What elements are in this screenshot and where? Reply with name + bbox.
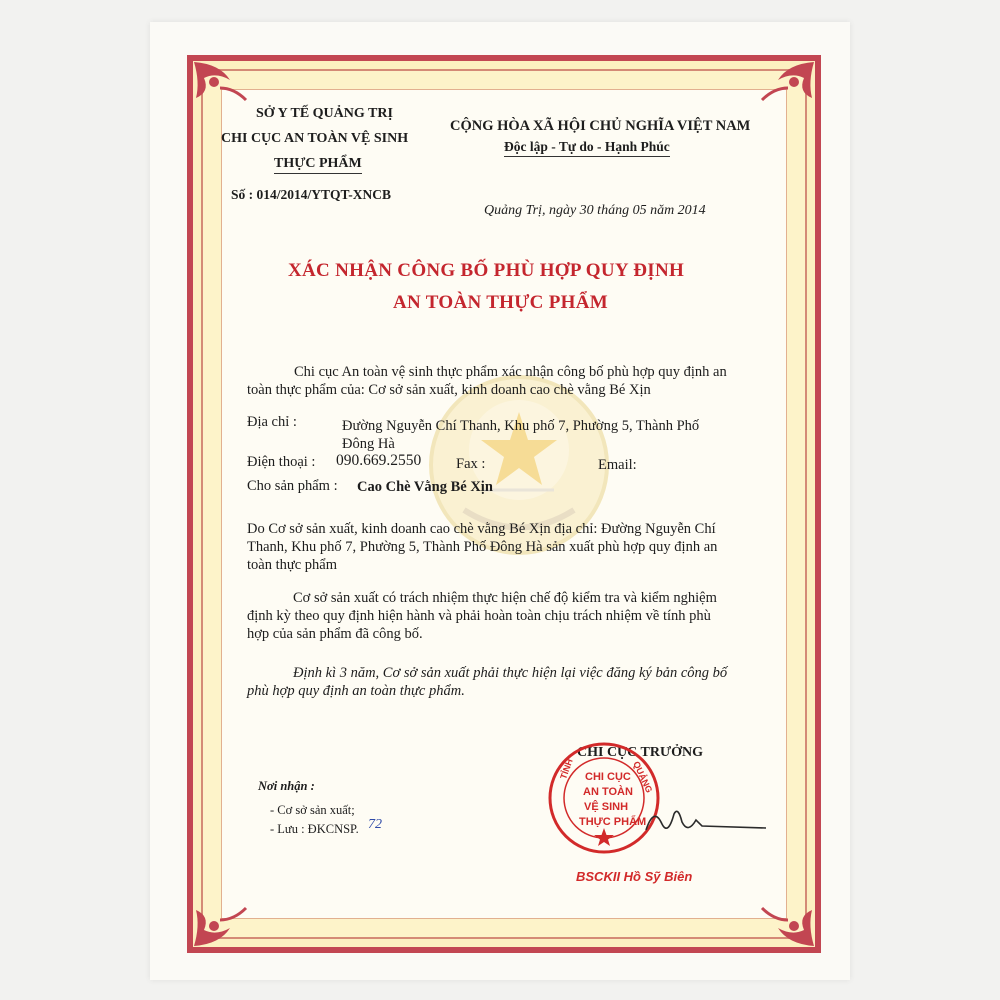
signatory-name: BSCKII Hồ Sỹ Biên xyxy=(576,869,693,884)
phone-value: 090.669.2550 xyxy=(336,452,422,469)
paragraph-2-line-1: Cơ sở sản xuất có trách nhiệm thực hiện chế độ kiểm tra và kiểm nghiệm xyxy=(293,590,717,606)
paragraph-2-line-3: hợp của sản phẩm đã công bố. xyxy=(247,626,423,642)
certificate-title-line-2: AN TOÀN THỰC PHẨM xyxy=(393,292,608,313)
paragraph-3-line-2: phù hợp quy định an toàn thực phẩm. xyxy=(247,683,465,699)
phone-label: Điện thoại : xyxy=(247,454,316,470)
intro-line-2: toàn thực phẩm của: Cơ sở sản xuất, kinh doanh cao chè vằng Bé Xịn xyxy=(247,382,651,398)
corner-ornament-bottom-left xyxy=(190,886,254,950)
paragraph-1-line-2: Thanh, Khu phố 7, Phường 5, Thành Phố Đông Hà sản xuất phù hợp quy định an xyxy=(247,539,718,555)
recipients-heading: Nơi nhận : xyxy=(258,779,315,793)
nation-name: CỘNG HÒA XÃ HỘI CHỦ NGHĨA VIỆT NAM xyxy=(450,118,751,134)
agency-line-3: THỰC PHẨM xyxy=(274,156,362,174)
product-label: Cho sản phẩm : xyxy=(247,478,338,494)
document-number: Số : 014/2014/YTQT-XNCB xyxy=(231,187,392,202)
address-value-line-1: Đường Nguyễn Chí Thanh, Khu phố 7, Phường 5, Thành Phố xyxy=(342,418,700,434)
corner-ornament-top-right xyxy=(754,58,818,122)
stamp-ring-left: TỈNH xyxy=(558,757,575,781)
paragraph-2-line-2: định kỳ theo quy định hiện hành và phải hoàn toàn chịu trách nhiệm về tính phù xyxy=(247,608,711,624)
handwritten-signature xyxy=(640,800,770,840)
agency-line-1: SỞ Y TẾ QUẢNG TRỊ xyxy=(256,106,393,121)
paragraph-1-line-1: Do Cơ sở sản xuất, kinh doanh cao chè vằng Bé Xịn địa chỉ: Đường Nguyễn Chí xyxy=(247,521,716,537)
fax-label: Fax : xyxy=(456,456,486,472)
stamp-line-1: CHI CỤC xyxy=(585,771,631,783)
recipient-item-2-handwritten-mark: 72 xyxy=(368,817,382,832)
product-value: Cao Chè Vằng Bé Xịn xyxy=(357,479,493,495)
stamp-ring-right: QUẢNG xyxy=(631,759,655,795)
recipient-item-1: - Cơ sở sản xuất; xyxy=(270,803,355,817)
agency-line-2: CHI CỤC AN TOÀN VỆ SINH xyxy=(221,131,409,146)
corner-ornament-bottom-right xyxy=(754,886,818,950)
intro-line-1: Chi cục An toàn vệ sinh thực phẩm xác nhận công bố phù hợp quy định an xyxy=(294,364,727,380)
email-label: Email: xyxy=(598,457,637,473)
address-label: Địa chỉ : xyxy=(247,414,297,430)
stamp-line-2: AN TOÀN xyxy=(583,786,633,798)
certificate-title-line-1: XÁC NHẬN CÔNG BỐ PHÙ HỢP QUY ĐỊNH xyxy=(288,260,685,281)
corner-ornament-top-left xyxy=(190,58,254,122)
paragraph-3-line-1: Định kì 3 năm, Cơ sở sản xuất phải thực hiện lại việc đăng ký bản công bố xyxy=(293,665,728,681)
paragraph-1-line-3: toàn thực phẩm xyxy=(247,557,338,573)
stamp-line-3: VỆ SINH xyxy=(584,801,629,813)
address-value-line-2: Đông Hà xyxy=(342,436,395,452)
signatory-title: CHI CỤC TRƯỞNG xyxy=(577,745,704,760)
stamp-line-4: THỰC PHẨM xyxy=(579,816,647,828)
national-motto: Độc lập - Tự do - Hạnh Phúc xyxy=(504,139,670,157)
issue-date: Quảng Trị, ngày 30 tháng 05 năm 2014 xyxy=(484,203,706,218)
recipient-item-2: - Lưu : ĐKCNSP. xyxy=(270,822,359,836)
